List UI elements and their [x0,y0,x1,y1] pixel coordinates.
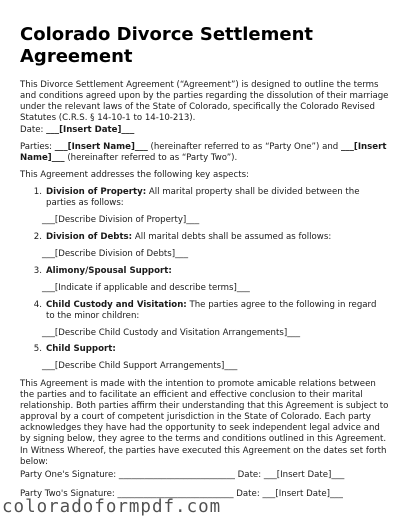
date-label: Date: [20,125,44,135]
list-item-custody [20,300,380,322]
debts-placeholder-field[interactable]: ___[Describe Division of Debts]___ [42,249,188,259]
list-item-debts [20,232,380,243]
list-item-child-support [20,344,380,355]
item-heading: Child Custody and Visitation: [46,300,187,310]
item-number: 4. [33,300,42,310]
aspects-intro: This Agreement addresses the following key aspects: [20,170,249,180]
document-title: Colorado Divorce Settlement Agreement [20,24,314,67]
party-two-signature-line[interactable]: Party Two's Signature: ___________________________ Date: ___[Insert Date]___ [20,489,343,499]
party-two-name-field[interactable]: ___[Insert Name]___ [20,142,387,163]
item-heading: Child Support: [46,344,116,354]
watermark-text: coloradoformpdf.com [2,497,222,517]
list-item-property [20,187,380,209]
item-number: 2. [33,232,42,242]
item-heading: Division of Debts: [46,232,133,242]
item-heading: Division of Property: [46,187,147,197]
closing-paragraph: This Agreement is made with the intention to promote amicable relations between the parties and to facilitate an efficient and effective conclusion to their marital relationship. Both parties affirm their understanding that this Agreement is subject to approval by a court of competent jurisdiction in the State of Colorado. Each party acknowledges they have had the opportunity to seek independent legal advice and by signing below, they agree to the terms and conditions outlined in this Agreement. [20,379,389,444]
child-support-placeholder-field[interactable]: ___[Describe Child Support Arrangements]___ [42,361,238,371]
party-two-reference: (hereinafter referred to as “Party Two”). [67,153,238,163]
parties-label: Parties: [20,142,53,152]
party-one-reference: (hereinafter referred to as “Party One”) and [150,142,339,152]
item-number: 1. [33,187,42,197]
list-item-alimony [20,266,380,277]
witness-paragraph: In Witness Whereof, the parties have executed this Agreement on the dates set forth below: [20,446,387,467]
party-one-signature-line[interactable]: Party One's Signature: ___________________________ Date: ___[Insert Date]___ [20,470,345,480]
custody-placeholder-field[interactable]: ___[Describe Child Custody and Visitation Arrangements]___ [42,328,301,338]
property-placeholder-field[interactable]: ___[Describe Division of Property]___ [42,215,200,225]
item-text: The parties agree to the following in regard to the minor children: [46,300,377,321]
intro-paragraph: This Divorce Settlement Agreement (“Agreement”) is designed to outline the terms and conditions agreed upon by the parties regarding the dissolution of their marriage under the relevant laws of the State of Colorado, specifically the Colorado Revised Statutes (C.R.S. § 14-10-1 to 14-10-213). [20,80,389,123]
item-text: All marital debts shall be assumed as follows: [134,232,332,242]
date-line [20,125,392,136]
item-heading: Alimony/Spousal Support: [46,266,172,276]
date-field[interactable]: ___[Insert Date]___ [46,125,135,135]
item-text: All marital property shall be divided between the parties as follows: [46,187,360,208]
alimony-placeholder-field[interactable]: ___[Indicate if applicable and describe terms]___ [42,283,250,293]
item-number: 3. [33,266,42,276]
party-one-name-field[interactable]: ___[Insert Name]___ [54,142,148,152]
item-number: 5. [33,344,42,354]
parties-line [20,142,392,164]
